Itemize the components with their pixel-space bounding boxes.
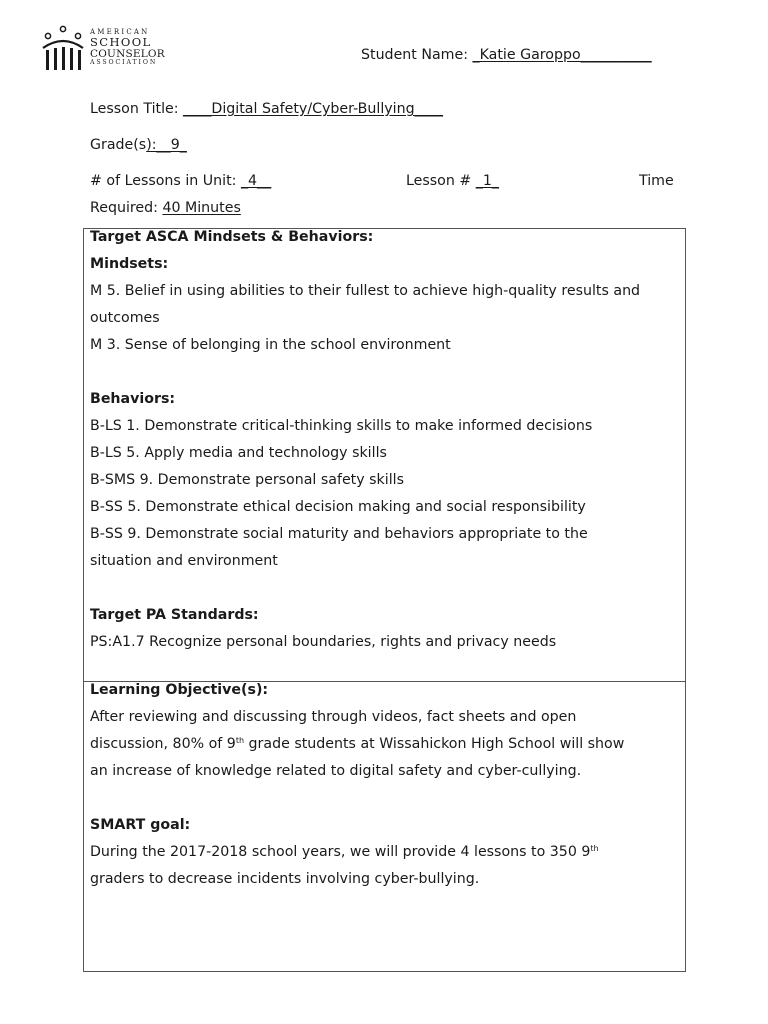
grade-label: Grade(s xyxy=(90,137,147,153)
lesson-number-line xyxy=(406,173,499,189)
spacer xyxy=(90,785,679,812)
lessons-in-unit-value: _4__ xyxy=(240,173,272,189)
behavior-item: B-LS 1. Demonstrate critical-thinking skills to make informed decisions xyxy=(90,418,593,434)
logo-wordmark xyxy=(90,29,165,66)
lessons-in-unit-line xyxy=(90,173,271,189)
time-required-line xyxy=(90,200,241,216)
pa-standard-item: PS:A1.7 Recognize personal boundaries, rights and privacy needs xyxy=(90,634,557,650)
objective-text: discussion, 80% of 9 xyxy=(90,736,236,752)
behavior-item: situation and environment xyxy=(90,553,278,569)
smart-goal-line: graders to decrease incidents involving cyber-bullying. xyxy=(90,871,480,887)
student-name-label: Student Name: xyxy=(361,47,473,63)
mindset-item: outcomes xyxy=(90,310,160,326)
behaviors-heading: Behaviors: xyxy=(90,391,176,407)
mindsets-behaviors-box xyxy=(83,228,686,682)
student-name-value: _Katie Garoppo__________ xyxy=(472,47,652,63)
logo-line-american: AMERICAN xyxy=(90,28,150,36)
grade-line xyxy=(90,137,187,153)
ordinal-superscript: th xyxy=(590,844,599,853)
mindset-item: M 3. Sense of belonging in the school environment xyxy=(90,337,451,353)
lesson-number-value: _1_ xyxy=(475,173,499,189)
time-label: Time xyxy=(639,173,674,189)
behavior-item: B-LS 5. Apply media and technology skills xyxy=(90,445,387,461)
asca-heading: Target ASCA Mindsets & Behaviors: xyxy=(90,229,374,245)
objective-line xyxy=(90,731,679,758)
mindset-item: M 5. Belief in using abilities to their fullest to achieve high-quality results and xyxy=(90,283,641,299)
objective-heading: Learning Objective(s): xyxy=(90,682,269,698)
objective-line: After reviewing and discussing through videos, fact sheets and open xyxy=(90,709,577,725)
lesson-title-line xyxy=(90,101,443,117)
time-required-label: Required: xyxy=(90,200,163,216)
logo-line-school: SCHOOL xyxy=(90,35,152,49)
spacer xyxy=(90,359,679,386)
time-required-value: 40 Minutes xyxy=(162,200,241,216)
smart-goal-line xyxy=(90,839,679,866)
lessons-in-unit-label: # of Lessons in Unit: xyxy=(90,173,241,189)
student-name-line xyxy=(361,47,652,63)
objective-text: grade students at Wissahickon High School will show xyxy=(244,736,625,752)
objective-line: an increase of knowledge related to digital safety and cyber-cullying. xyxy=(90,763,582,779)
spacer xyxy=(90,575,679,602)
logo-line-association: ASSOCIATION xyxy=(90,59,158,66)
grade-value: ):__9_ xyxy=(146,137,187,153)
behavior-item: B-SS 5. Demonstrate ethical decision making and social responsibility xyxy=(90,499,586,515)
mindsets-heading: Mindsets: xyxy=(90,256,169,272)
lesson-title-label: Lesson Title: xyxy=(90,101,184,117)
lesson-title-value: ____Digital Safety/Cyber-Bullying____ xyxy=(183,101,443,117)
smart-goal-text: During the 2017-2018 school years, we will provide 4 lessons to 350 9 xyxy=(90,844,591,860)
logo-line-counselor: COUNSELOR xyxy=(90,47,165,60)
behavior-item: B-SS 9. Demonstrate social maturity and behaviors appropriate to the xyxy=(90,526,588,542)
lesson-number-label: Lesson # xyxy=(406,173,476,189)
smart-goal-heading: SMART goal: xyxy=(90,817,191,833)
behavior-item: B-SMS 9. Demonstrate personal safety skills xyxy=(90,472,404,488)
learning-objectives-box xyxy=(83,681,686,972)
ordinal-superscript: th xyxy=(235,736,245,745)
pa-standards-heading: Target PA Standards: xyxy=(90,607,259,623)
